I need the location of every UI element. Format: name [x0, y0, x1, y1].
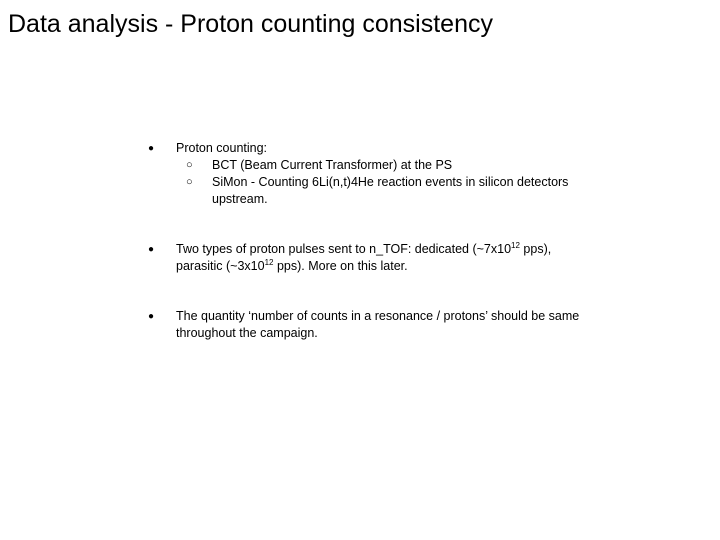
bullet-text: Proton counting:: [176, 141, 268, 155]
sub-bullet-bct: [186, 157, 586, 174]
bullet-text-part: Two types of proton pulses sent to n_TOF: dedicated (~7x10: [176, 242, 512, 256]
bullet-list: [148, 140, 586, 342]
bullet-quantity: [148, 308, 586, 342]
bullet-text-part: pps). More on this later.: [273, 259, 408, 273]
bullet-dot-icon: ●: [148, 143, 155, 154]
sub-bullet-ring-icon: ○: [186, 176, 193, 188]
bullet-dot-icon: ●: [148, 244, 155, 255]
bullet-text-part: pps), parasitic (~3x10: [176, 242, 552, 273]
sub-bullet-text: BCT (Beam Current Transformer) at the PS: [212, 158, 453, 172]
slide-title: Data analysis - Proton counting consistency: [8, 10, 493, 38]
bullet-text: The quantity ‘number of counts in a resonance / protons’ should be same throughout the campaign.: [176, 309, 580, 340]
sub-bullet-ring-icon: ○: [186, 159, 193, 171]
bullet-proton-counting: [148, 140, 586, 208]
bullet-dot-icon: ●: [148, 311, 155, 322]
sub-bullet-simon: [186, 174, 586, 208]
sub-bullet-text: SiMon - Counting 6Li(n,t)4He reaction events in silicon detectors upstream.: [212, 175, 569, 206]
bullet-proton-pulses: [148, 240, 586, 275]
sub-bullet-list: [176, 157, 586, 208]
exponent: 12: [511, 240, 520, 250]
exponent: 12: [264, 257, 274, 267]
